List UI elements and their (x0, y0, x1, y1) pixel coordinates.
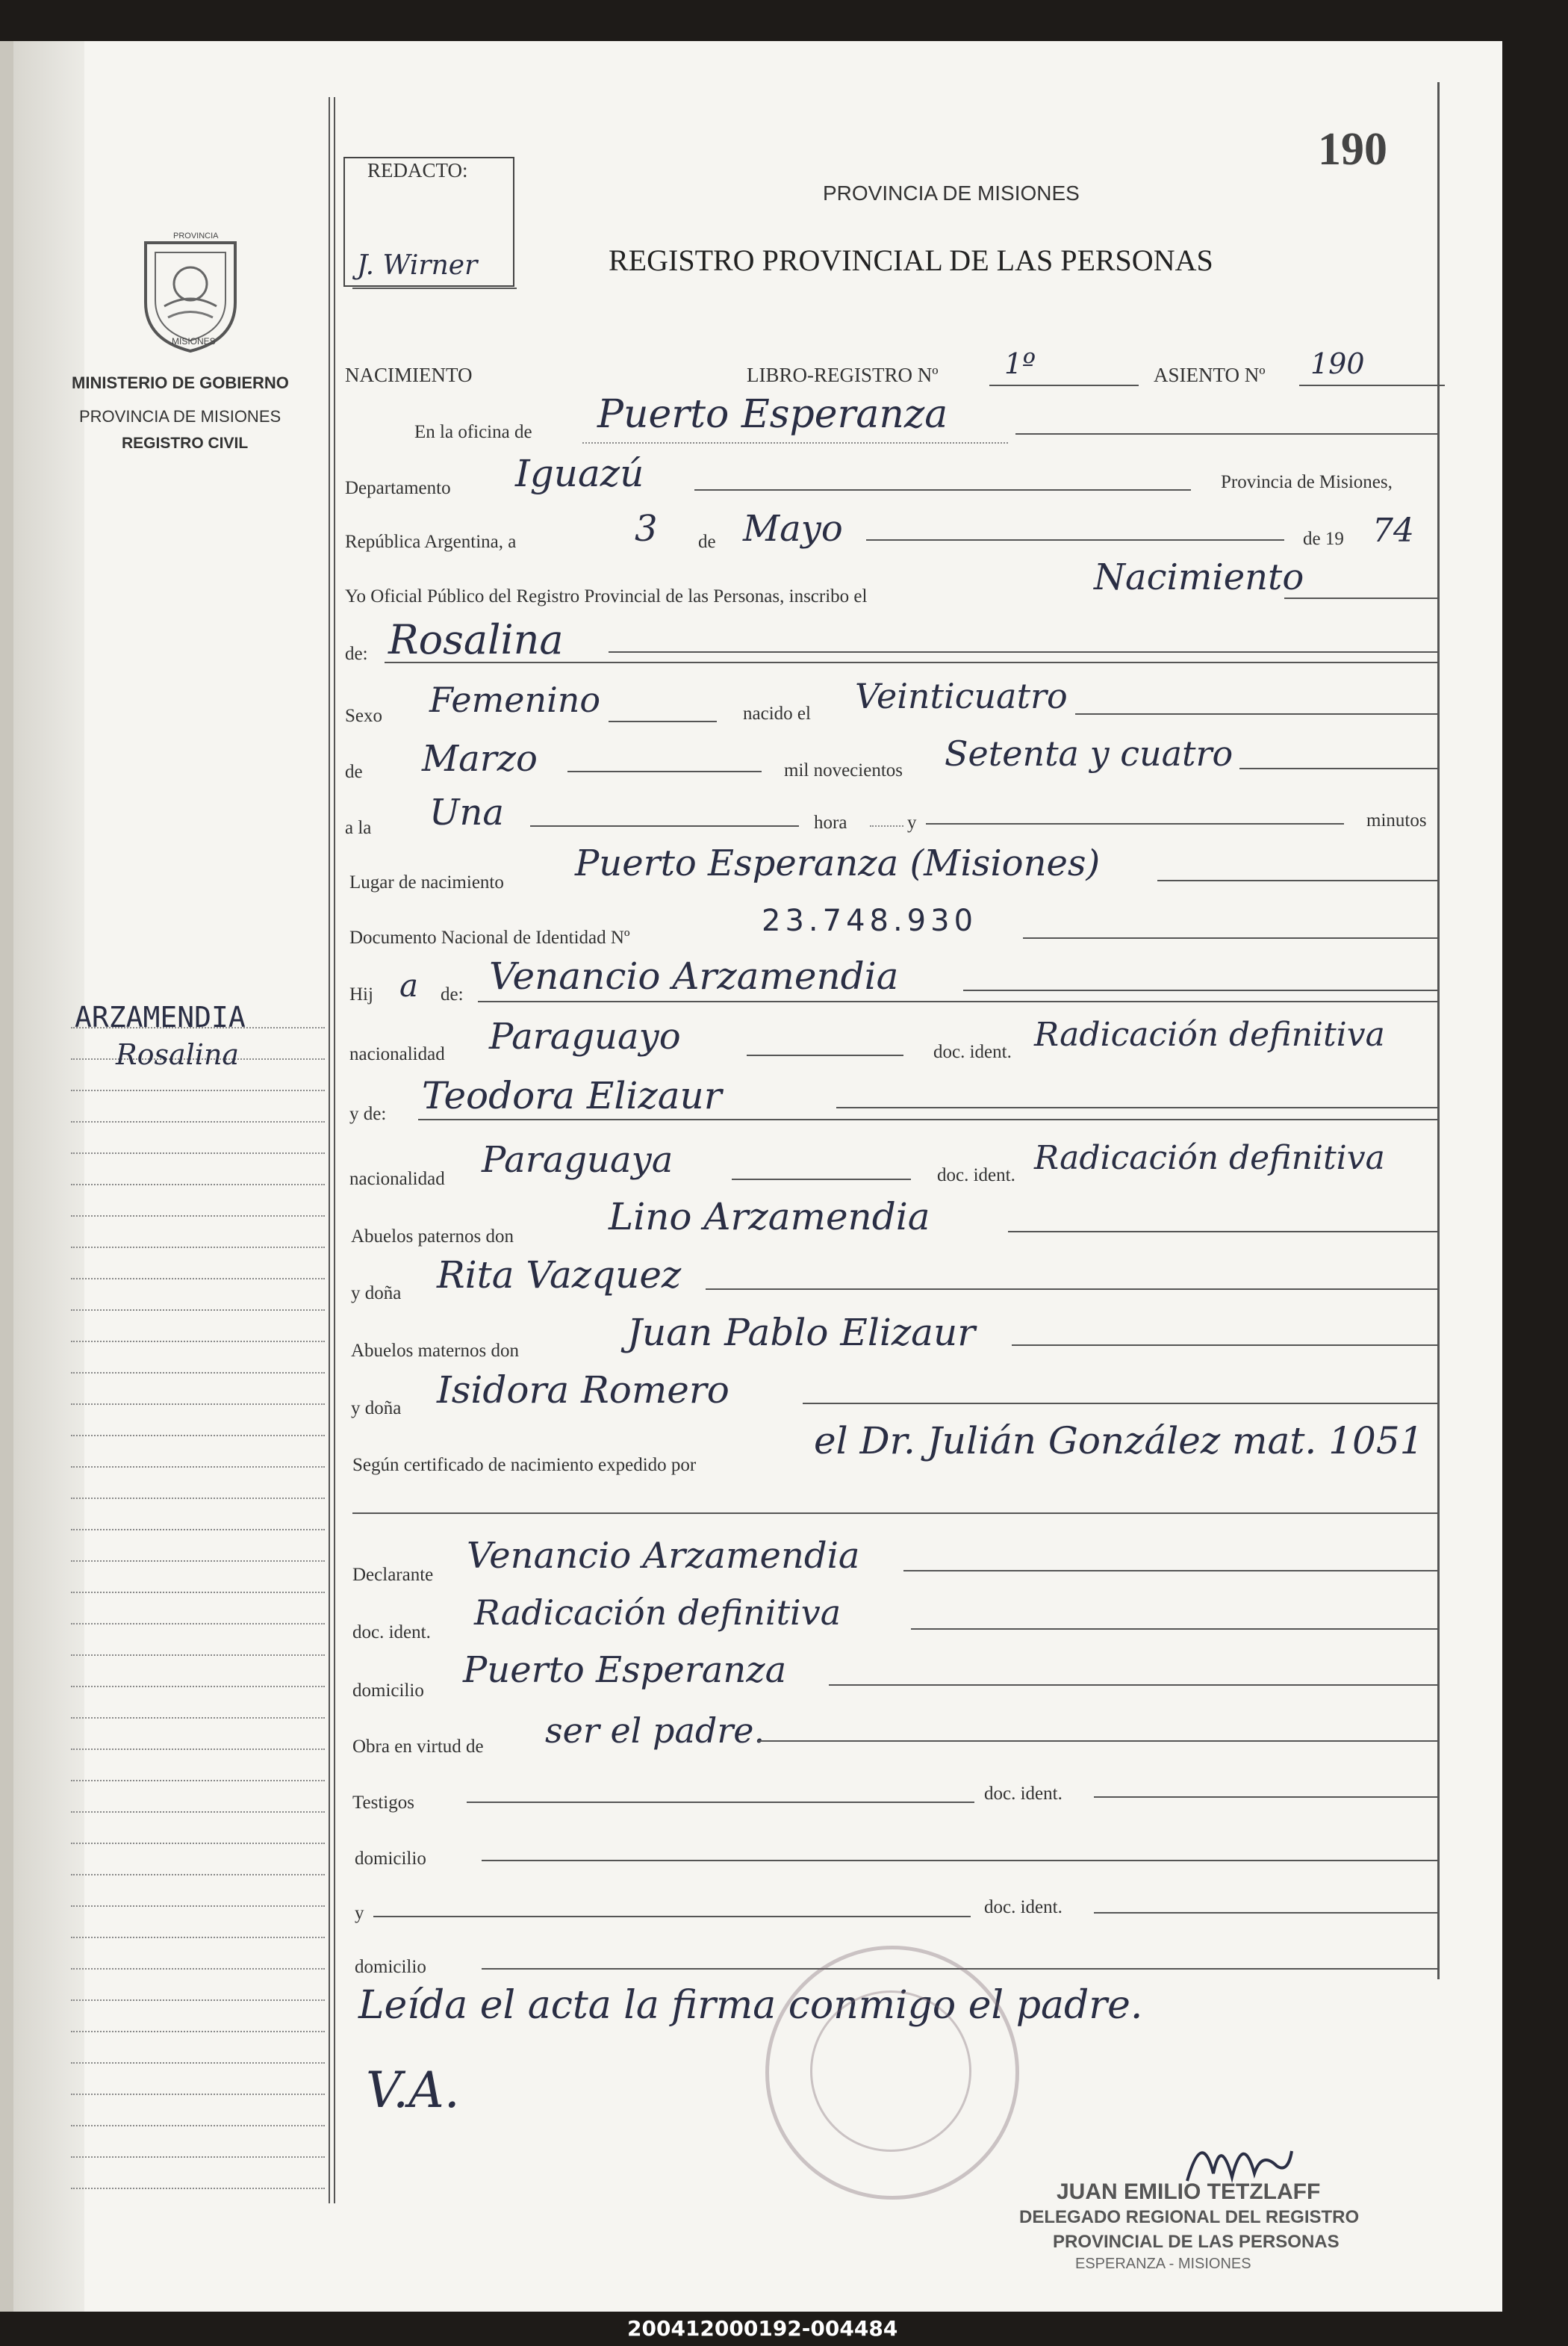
label-y-testigo2: y (355, 1903, 364, 1923)
value-obra: ser el padre. (545, 1710, 765, 1751)
margin-note-name: Rosalina (116, 1038, 240, 1071)
label-de-nombre: de: (345, 644, 368, 664)
ministry-line3: REGISTRO CIVIL (122, 435, 249, 452)
label-y-dona-materna: y doña (351, 1398, 402, 1418)
page-number: 190 (1318, 124, 1387, 175)
value-sexo: Femenino (429, 680, 601, 720)
label-dni: Documento Nacional de Identidad Nº (349, 928, 630, 948)
label-sexo: Sexo (345, 706, 382, 726)
value-declarante-dom: Puerto Esperanza (463, 1649, 787, 1691)
value-anio: 74 (1372, 512, 1414, 550)
page-title: REGISTRO PROVINCIAL DE LAS PERSONAS (609, 243, 1213, 277)
value-libro: 1º (1004, 347, 1036, 380)
label-obra: Obra en virtud de (352, 1737, 484, 1757)
official-stamp-line3: PROVINCIAL DE LAS PERSONAS (1053, 2232, 1340, 2252)
label-declarante: Declarante (352, 1565, 434, 1585)
redacto-signature: J. Wirner (357, 250, 478, 281)
value-dia: 3 (635, 508, 658, 550)
label-domicilio-testigo1: domicilio (355, 1849, 426, 1869)
margin-rule-line (71, 1435, 325, 1436)
provincial-seal (134, 232, 246, 355)
label-segun: Según certificado de nacimiento expedido por (352, 1455, 697, 1475)
value-lugar: Puerto Esperanza (Misiones) (575, 842, 1101, 884)
value-declarante: Venancio Arzamendia (467, 1535, 860, 1577)
official-stamp-name: JUAN EMILIO TETZLAFF (1057, 2179, 1321, 2204)
value-madre-nac: Paraguaya (482, 1139, 673, 1181)
label-doc-ident-testigo2: doc. ident. (984, 1897, 1063, 1917)
label-minutos: minutos (1366, 810, 1427, 831)
label-testigos: Testigos (352, 1793, 414, 1813)
official-stamp-line4: ESPERANZA - MISIONES (1075, 2256, 1251, 2272)
value-nacido-mes: Marzo (422, 738, 538, 780)
label-yo-oficial: Yo Oficial Público del Registro Provincial de las Personas, inscribo el (345, 586, 868, 606)
footer-bar (0, 2312, 1568, 2346)
value-inscribe: Nacimiento (1094, 556, 1304, 598)
margin-rule-line (71, 1905, 325, 1907)
label-nacionalidad-madre: nacionalidad (349, 1169, 445, 1189)
label-doc-ident-padre: doc. ident. (933, 1042, 1012, 1062)
margin-rule-line (71, 1341, 325, 1342)
margin-rule-line (71, 1686, 325, 1687)
label-hora: hora (814, 813, 847, 833)
margin-rule-line (71, 1403, 325, 1405)
seal-top-text: PROVINCIA (173, 232, 219, 241)
value-hora: Una (429, 792, 504, 834)
value-abuelo-materno: Juan Pablo Elizaur (627, 1311, 976, 1354)
value-certificado: el Dr. Julián González mat. 1051 (814, 1419, 1424, 1462)
label-doc-ident-madre: doc. ident. (937, 1165, 1015, 1185)
margin-rule-line (71, 2125, 325, 2126)
margin-rule-line (71, 1278, 325, 1279)
value-padre-nac: Paraguayo (489, 1016, 681, 1058)
label-lugar: Lugar de nacimiento (349, 872, 504, 893)
label-domicilio-testigo2: domicilio (355, 1957, 426, 1977)
margin-rule-line (71, 2156, 325, 2158)
margin-rule-line (71, 1748, 325, 1750)
label-nacimiento: NACIMIENTO (345, 364, 473, 386)
label-nacionalidad-padre: nacionalidad (349, 1044, 445, 1064)
label-nacido: nacido el (743, 704, 811, 724)
label-y: y (907, 813, 917, 833)
value-mes: Mayo (743, 508, 843, 550)
margin-rule-line (71, 1309, 325, 1311)
margin-rule-line (71, 1811, 325, 1813)
registry-round-stamp (765, 1946, 1019, 2200)
redacto-label: REDACTO: (367, 159, 468, 181)
value-dni: 23.748.930 (762, 904, 978, 938)
label-doc-ident-declarante: doc. ident. (352, 1622, 431, 1642)
label-asiento: ASIENTO Nº (1154, 364, 1266, 386)
label-de: de (698, 532, 716, 552)
label-abuelos-maternos: Abuelos maternos don (351, 1341, 519, 1361)
ministry-line2: PROVINCIA DE MISIONES (79, 407, 281, 426)
footer-id: 200412000192-004484 (627, 2316, 898, 2341)
margin-rule-line (71, 1529, 325, 1530)
seal-bottom-text: MISIONES (172, 336, 216, 347)
label-libro: LIBRO-REGISTRO Nº (747, 364, 939, 386)
margin-rule-line (71, 1592, 325, 1593)
margin-rule-line (71, 1654, 325, 1656)
value-madre: Teodora Elizaur (422, 1074, 722, 1117)
margin-rule-line (71, 1937, 325, 1938)
margin-rule-line (71, 1968, 325, 1970)
label-doc-ident-testigo1: doc. ident. (984, 1784, 1063, 1804)
label-y-dona-paterna: y doña (351, 1283, 402, 1303)
value-oficina: Puerto Esperanza (597, 392, 948, 437)
margin-rule-line (71, 1999, 325, 2001)
label-hij: Hij (349, 984, 373, 1005)
margin-rule-line (71, 1152, 325, 1154)
label-de-mes: de (345, 762, 363, 782)
value-hij-suffix: a (399, 967, 419, 1004)
value-abuela-paterna: Rita Vazquez (437, 1253, 682, 1297)
margin-rule-line (71, 1717, 325, 1719)
value-abuelo-paterno: Lino Arzamendia (609, 1195, 930, 1238)
margin-rule-line (71, 1843, 325, 1844)
value-padre-doc: Radicación definitiva (1034, 1016, 1385, 1054)
margin-rule-line (71, 1247, 325, 1248)
margin-rule-line (71, 2094, 325, 2095)
value-abuela-materna: Isidora Romero (437, 1368, 729, 1412)
label-republica: República Argentina, a (345, 532, 517, 552)
label-mil: mil novecientos (784, 760, 903, 781)
value-padre: Venancio Arzamendia (489, 955, 899, 998)
value-asiento: 190 (1310, 347, 1365, 380)
margin-rule-line (71, 1215, 325, 1217)
label-de-anio: de 19 (1303, 529, 1344, 549)
margin-rule-line (71, 1466, 325, 1468)
margin-rule-line (71, 1372, 325, 1374)
margin-rule-line (71, 1090, 325, 1091)
margin-rule-line (71, 1623, 325, 1624)
declarant-signature: V.A. (366, 2061, 460, 2119)
value-nacido-anio: Setenta y cuatro (945, 733, 1233, 774)
margin-rule-line (71, 1874, 325, 1875)
margin-rule-line (71, 1780, 325, 1781)
margin-rule-line (71, 1498, 325, 1499)
margin-note-surname: ARZAMENDIA (75, 1001, 246, 1034)
value-declarante-doc: Radicación definitiva (474, 1592, 841, 1633)
official-stamp-line2: DELEGADO REGIONAL DEL REGISTRO (1019, 2207, 1360, 2227)
value-departamento: Iguazú (515, 452, 644, 495)
value-madre-doc: Radicación definitiva (1034, 1139, 1385, 1177)
margin-rule-line (71, 2031, 325, 2032)
label-domicilio-declarante: domicilio (352, 1681, 424, 1701)
label-de-padre: de: (441, 984, 464, 1005)
value-nacido-dia: Veinticuatro (855, 676, 1068, 716)
value-nombre: Rosalina (388, 616, 564, 663)
margin-rule-line (71, 1184, 325, 1185)
margin-rule-line (71, 2062, 325, 2064)
label-provincia: Provincia de Misiones, (1221, 472, 1393, 492)
ministry-line1: MINISTERIO DE GOBIERNO (72, 373, 289, 392)
header-province: PROVINCIA DE MISIONES (823, 181, 1080, 205)
label-a-la: a la (345, 818, 372, 838)
margin-rule-line (71, 1121, 325, 1123)
label-departamento: Departamento (345, 478, 451, 498)
label-abuelos-paternos: Abuelos paternos don (351, 1226, 514, 1247)
label-oficina: En la oficina de (414, 422, 532, 442)
label-y-de: y de: (349, 1104, 387, 1124)
closing-statement: Leída el acta la firma conmigo el padre. (358, 1983, 1143, 2028)
margin-rule-line (71, 1560, 325, 1562)
margin-rule-line (71, 2188, 325, 2189)
